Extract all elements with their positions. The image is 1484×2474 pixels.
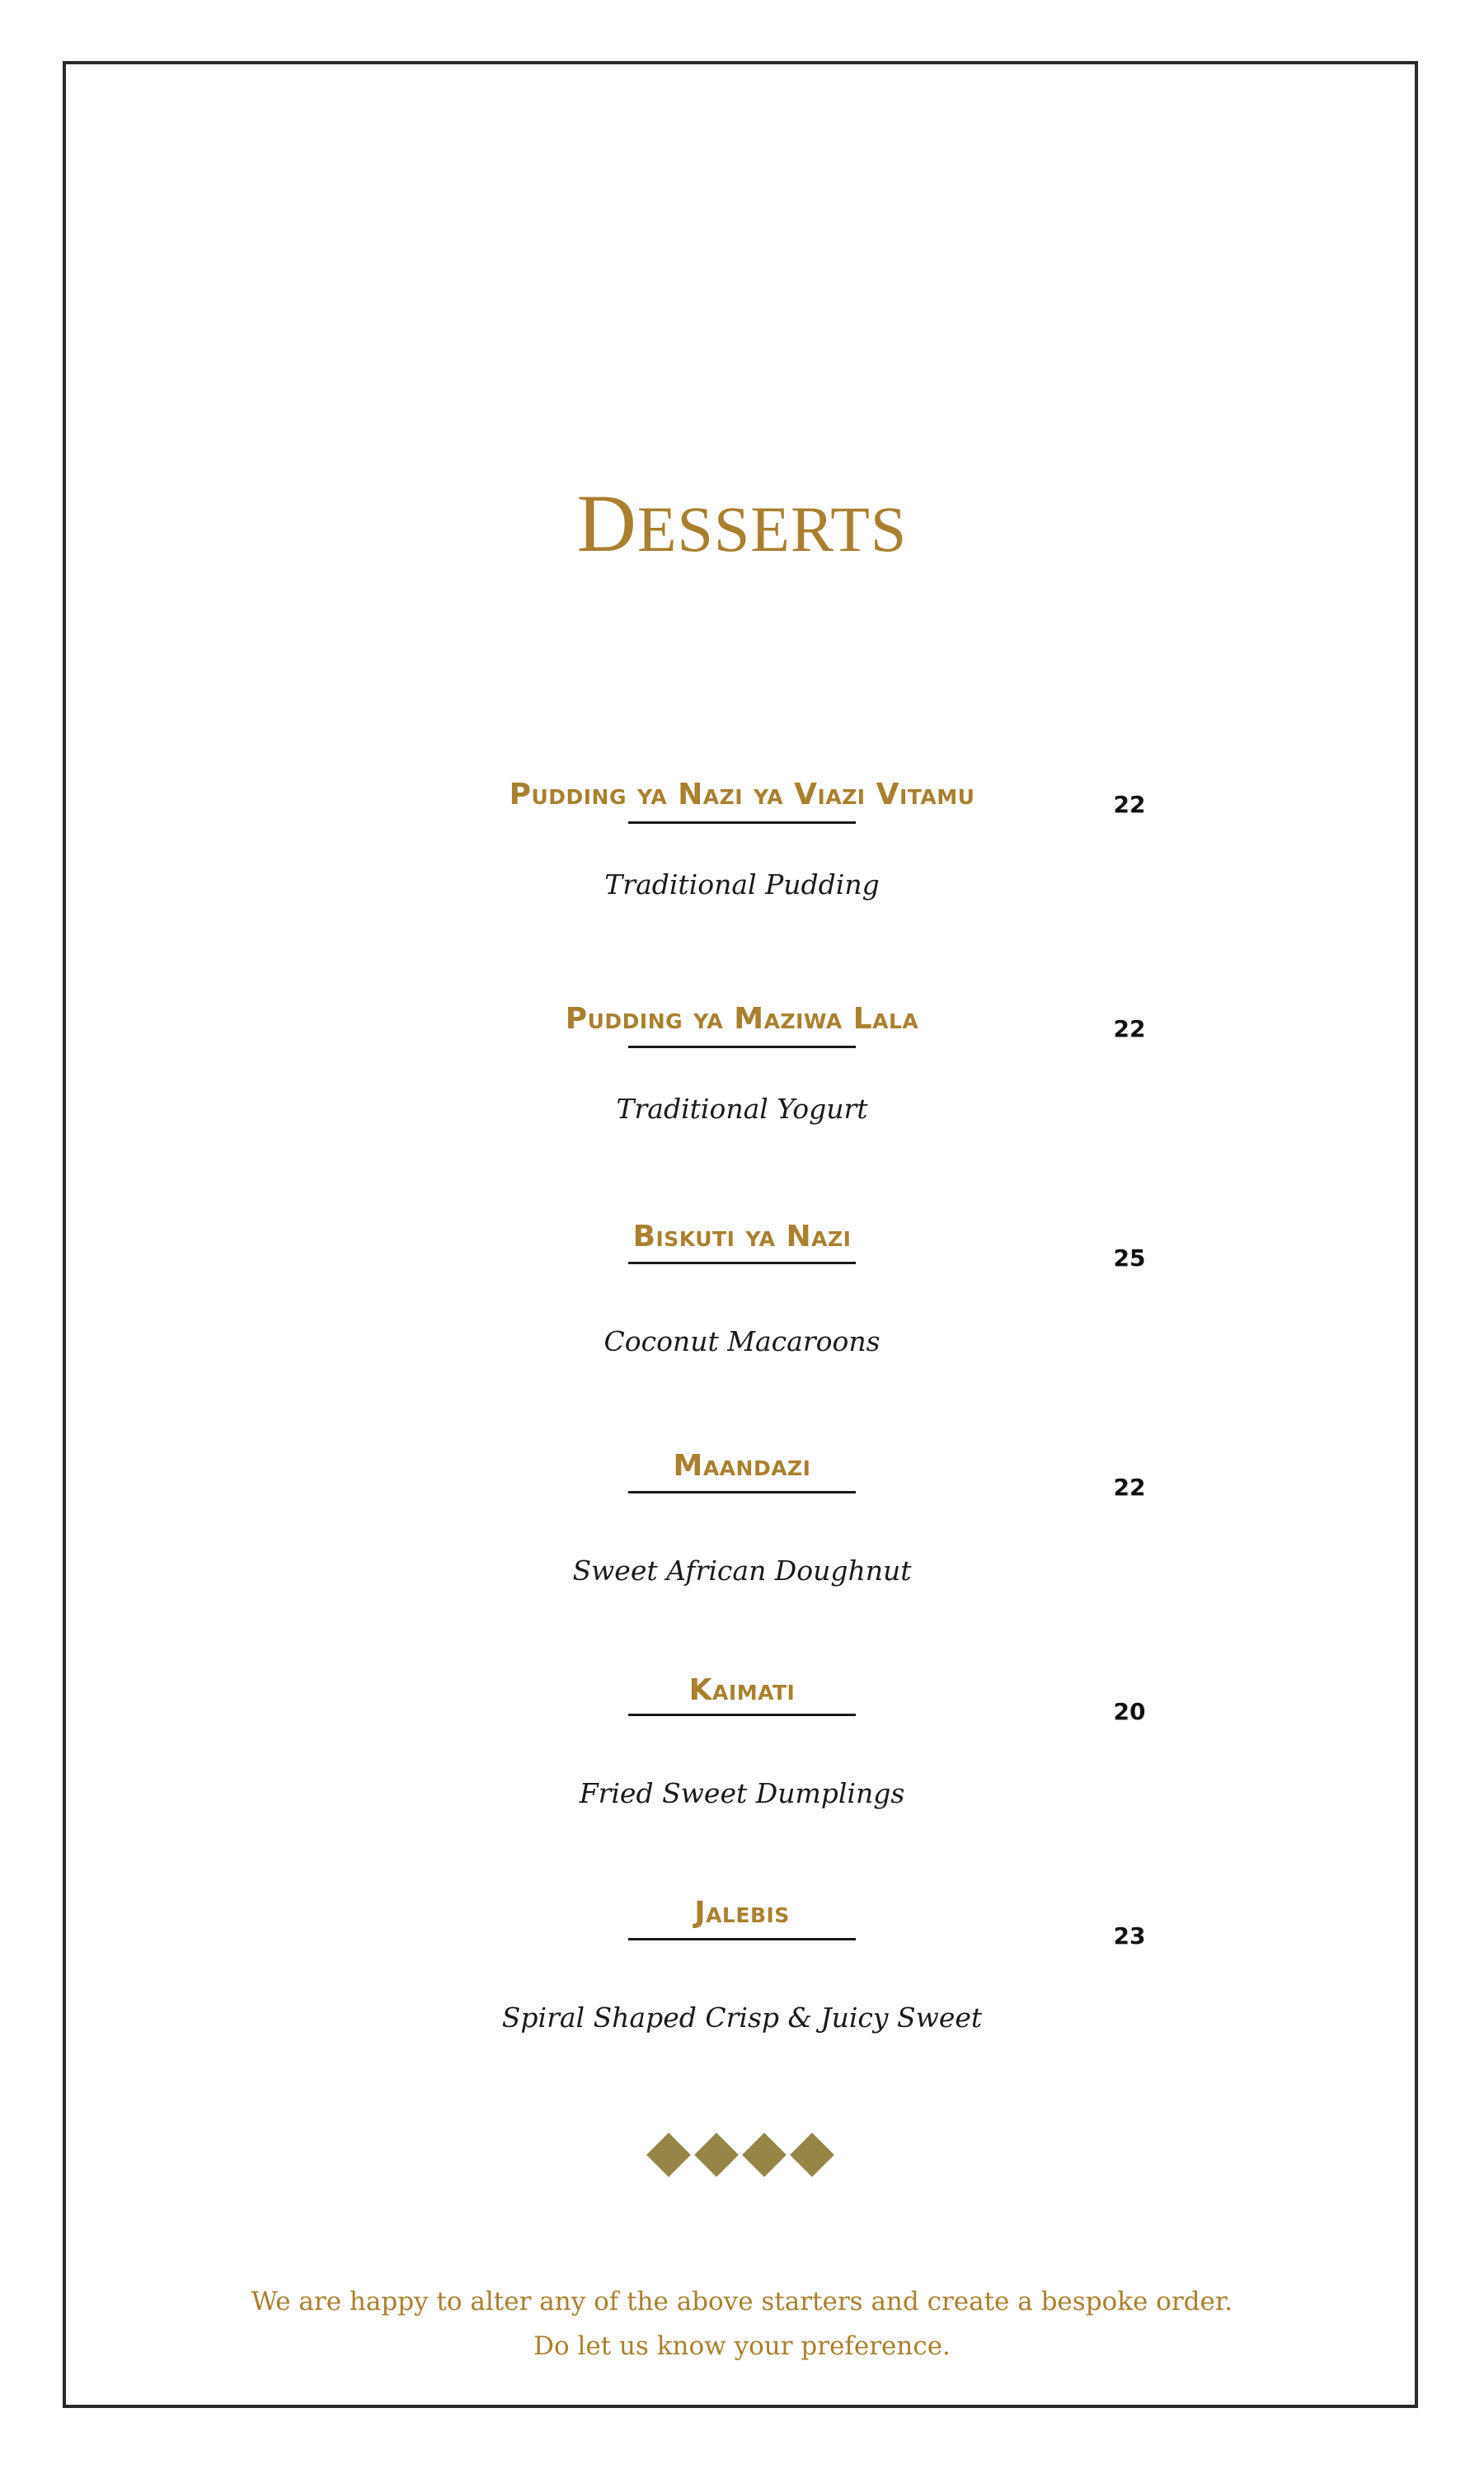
menu-item-underline xyxy=(628,821,856,824)
menu-item-description: Traditional Pudding xyxy=(604,868,880,901)
menu-item-name: Pudding ya Maziwa Lala xyxy=(565,1002,919,1036)
menu-item-description: Spiral Shaped Crisp & Juicy Sweet xyxy=(501,2001,983,2034)
diamond-icon xyxy=(742,2133,787,2177)
menu-item-price: 25 xyxy=(1113,1244,1146,1272)
diamond-icon xyxy=(694,2133,739,2177)
menu-item-underline xyxy=(628,1262,856,1264)
menu-item-underline xyxy=(628,1046,856,1048)
menu-item-price: 22 xyxy=(1113,1474,1146,1501)
diamond-icon xyxy=(646,2133,691,2177)
footer-note-line-1: We are happy to alter any of the above starters and create a bespoke order. xyxy=(251,2287,1233,2316)
menu-item-underline xyxy=(628,1938,856,1940)
menu-item-name: Jalebis xyxy=(694,1896,790,1930)
menu-item-underline xyxy=(628,1714,856,1716)
menu-title-initial: D xyxy=(576,477,637,569)
menu-item-description: Coconut Macaroons xyxy=(603,1325,881,1357)
menu-title-rest: ESSERTS xyxy=(636,493,908,565)
menu-item-name: Maandazi xyxy=(673,1449,811,1483)
menu-item-name: Kaimati xyxy=(688,1673,796,1707)
menu-item-description: Sweet African Doughnut xyxy=(572,1554,912,1587)
menu-item-description: Traditional Yogurt xyxy=(616,1093,868,1125)
menu-item-price: 20 xyxy=(1113,1698,1146,1725)
footer-note-line-2: Do let us know your preference. xyxy=(533,2331,951,2361)
diamond-ornament xyxy=(0,2131,1484,2180)
menu-item-description: Fried Sweet Dumplings xyxy=(579,1777,905,1809)
menu-item-price: 22 xyxy=(1113,1015,1146,1042)
menu-item-name: Pudding ya Nazi ya Viazi Vitamu xyxy=(509,778,975,811)
menu-item-underline xyxy=(628,1491,856,1493)
menu-title xyxy=(0,477,1484,569)
menu-item-name: Biskuti ya Nazi xyxy=(632,1220,852,1253)
menu-item-price: 23 xyxy=(1113,1922,1146,1950)
menu-item-price: 22 xyxy=(1113,791,1146,818)
diamond-icon xyxy=(790,2133,834,2177)
